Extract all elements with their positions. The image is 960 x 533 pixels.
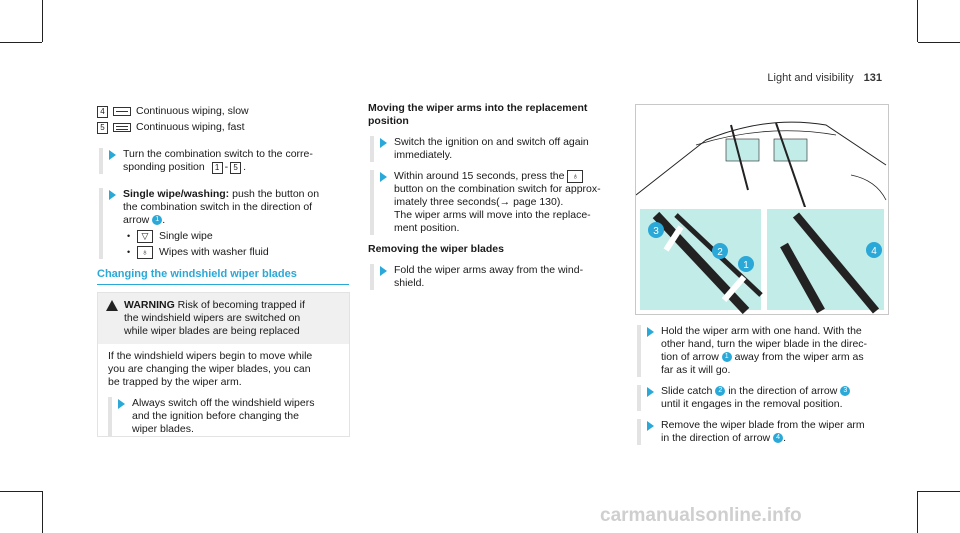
callout-1: 1 [152, 215, 162, 225]
right-column [635, 325, 895, 453]
step-arrow-icon [647, 387, 654, 397]
figure-callout-1 [738, 256, 754, 272]
page-ref-arrow-icon: → [499, 196, 511, 208]
key-5-box: 5 [97, 122, 108, 134]
step-arrow-icon [647, 327, 654, 337]
step-arrow-icon [109, 190, 116, 200]
crop-mark [0, 491, 42, 492]
svg-text:4: 4 [871, 246, 877, 257]
step-hold-arm: Hold the wiper arm with one hand. With the other hand, turn the wiper blade in the direc- tion of arrow 1 away from the wiper arm as far as it will go. [637, 325, 895, 377]
watermark: carmanualsonline.info [600, 505, 802, 526]
heading-replacement-position: Moving the wiper arms into the replacement position [368, 102, 588, 127]
crop-mark [917, 0, 918, 42]
crop-mark [42, 491, 43, 533]
key-row-4 [97, 105, 352, 118]
left-column [97, 105, 352, 267]
list-item: • ▽ Single wipe [127, 230, 213, 242]
step-arrow-icon [380, 138, 387, 148]
step-arrow-icon [109, 150, 116, 160]
step-line: the combination switch in the direction of [123, 201, 313, 213]
step-single-wipe [99, 188, 352, 259]
figure-callout-3 [648, 222, 664, 238]
callout-2: 2 [715, 386, 725, 396]
list-item: • ♁ Wipes with washer fluid [127, 246, 269, 258]
step-line: Single wipe/washing: push the button on [123, 188, 320, 200]
step-press-button: Within around 15 seconds, press the ♁ button on the combination switch for approx- imately three seconds(→ page 130). The wiper arms will move into the replace- ment position. [370, 170, 623, 235]
warning-box [97, 292, 350, 437]
washer-icon: ♁ [567, 170, 583, 183]
key-5-text: Continuous wiping, fast [136, 121, 245, 133]
crop-mark [42, 0, 43, 42]
figure-callout-2 [712, 243, 728, 259]
key-5-box: 5 [230, 162, 241, 174]
svg-text:1: 1 [743, 260, 749, 271]
callout-4: 4 [773, 433, 783, 443]
warning-body: If the windshield wipers begin to move while you are changing the wiper blades, you can be trapped by the wiper arm. Always switch off the windshield wipers and the ignition before changing the wiper blades. [98, 344, 349, 436]
continuous-fast-icon [113, 123, 131, 132]
svg-text:2: 2 [717, 247, 723, 258]
warning-header: WARNING Risk of becoming trapped if the windshield wipers are switched on while wiper blades are being replaced [98, 293, 349, 344]
key-row-5 [97, 121, 352, 134]
page-number: 131 [863, 72, 882, 84]
warning-step: Always switch off the windshield wipers and the ignition before changing the wiper blades. [108, 397, 339, 436]
callout-1: 1 [722, 352, 732, 362]
crop-mark [0, 42, 42, 43]
section-name: Light and visibility [767, 72, 854, 84]
step-turn-switch [99, 148, 352, 174]
warning-label: WARNING [124, 299, 175, 311]
key-4-box: 4 [97, 106, 108, 118]
step-arrow-icon [380, 266, 387, 276]
middle-column [368, 102, 623, 298]
callout-3: 3 [840, 386, 850, 396]
single-wipe-icon: ▽ [137, 230, 153, 243]
step-arrow-icon [380, 172, 387, 182]
step-fold-arms: Fold the wiper arms away from the wind- shield. [370, 264, 623, 290]
step-remove-blade: Remove the wiper blade from the wiper arm in the direction of arrow 4 . [637, 419, 895, 445]
wiper-illustration-svg [636, 105, 888, 314]
step-slide-catch: Slide catch 2 in the direction of arrow 3 until it engages in the removal position. [637, 385, 895, 411]
heading-removing-blades: Removing the wiper blades [368, 243, 504, 255]
step-line: sponding position 1 - 5 . [123, 161, 247, 173]
key-4-text: Continuous wiping, slow [136, 105, 249, 117]
step-arrow-icon [647, 421, 654, 431]
crop-mark [917, 491, 918, 533]
section-title: Changing the windshield wiper blades [97, 268, 349, 285]
figure-callout-4 [866, 242, 882, 258]
key-1-box: 1 [212, 162, 223, 174]
step-line: arrow 1 . [123, 214, 166, 226]
step-line: Turn the combination switch to the corre- [123, 148, 313, 160]
step-arrow-icon [118, 399, 125, 409]
warning-icon [106, 300, 118, 311]
running-header [767, 72, 882, 84]
step-ignition: Switch the ignition on and switch off again immediately. [370, 136, 623, 162]
washer-icon: ♁ [137, 246, 153, 259]
crop-mark [918, 491, 960, 492]
wiper-illustration [635, 104, 889, 315]
crop-mark [918, 42, 960, 43]
svg-text:3: 3 [653, 226, 659, 237]
continuous-slow-icon [113, 107, 131, 116]
